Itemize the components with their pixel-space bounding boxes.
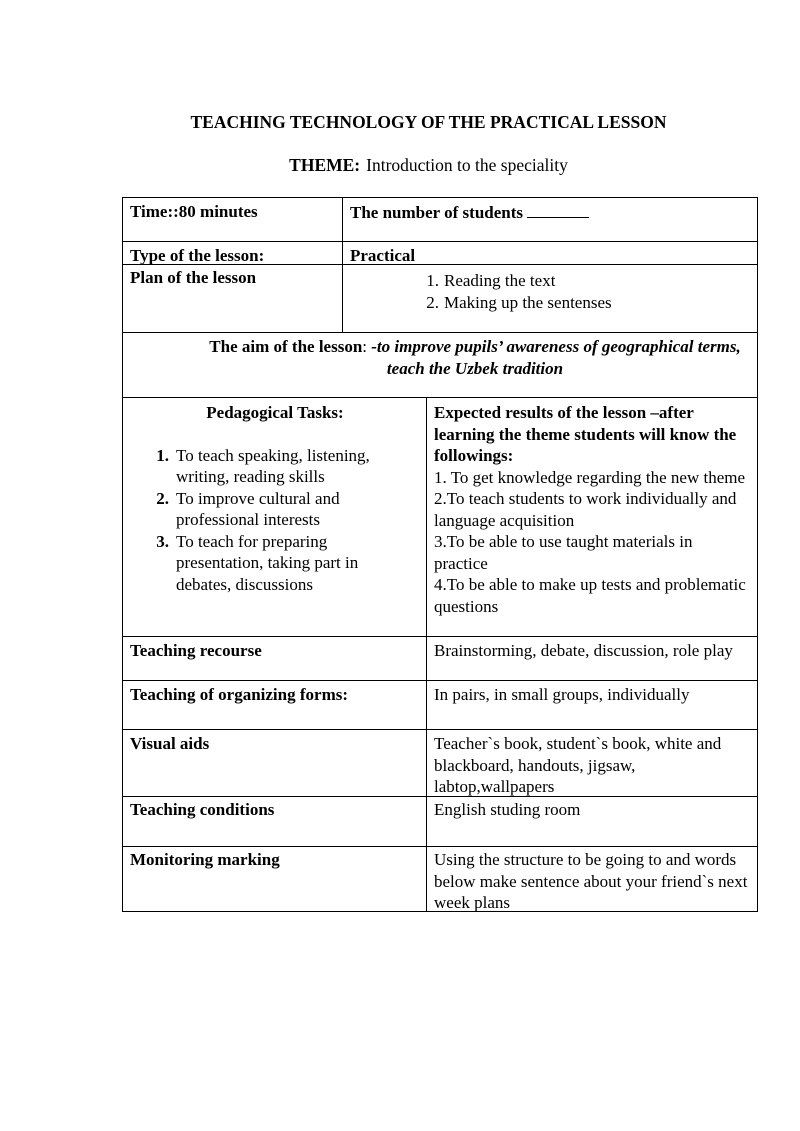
result-item: 1. To get knowledge regarding the new theme [434, 467, 746, 487]
result-item: 4.To be able to make up tests and problematic questions [434, 575, 746, 616]
students-blank [527, 201, 589, 218]
plan-item: 2. Making up the sentenses [426, 292, 612, 312]
task-item: 2. To improve cultural and professional interests [156, 488, 340, 529]
task-item: 3. To teach for preparing presentation, taking part in debates, discussions [156, 531, 359, 594]
aim-value: -to improve pupils’ awareness of geographical terms, teach the Uzbek tradition [371, 337, 741, 378]
row-label-recourse: Teaching recourse [130, 641, 262, 660]
results-title: Expected results of the lesson –after learning the theme students will know the followings: [434, 403, 737, 465]
students-label: The number of students [350, 203, 524, 222]
aim-label: The aim of the lesson [209, 337, 363, 356]
table-border-right [757, 197, 758, 912]
result-item: 2.To teach students to work individually and language acquisition [434, 489, 737, 530]
students-cell [343, 199, 757, 226]
row-value-monitoring: Using the structure to be going to and words below make sentence about your friend`s next week plans [434, 850, 748, 912]
type-value: Practical [350, 246, 416, 265]
table-rule [122, 729, 758, 730]
theme-line [0, 155, 800, 176]
task-item: 1. To teach speaking, listening, writing, reading skills [156, 445, 370, 486]
table-rule [122, 397, 758, 398]
table-rule [122, 680, 758, 681]
time-cell: Time::80 minutes [130, 202, 258, 221]
table-rule [122, 636, 758, 637]
theme-value: Introduction to the speciality [366, 155, 568, 175]
row-label-visual-aids: Visual aids [130, 734, 210, 753]
row-label-monitoring: Monitoring marking [130, 850, 280, 869]
tasks-title: Pedagogical Tasks: [206, 403, 344, 422]
table-rule [122, 332, 758, 333]
plan-label: Plan of the lesson [130, 268, 257, 287]
table-rule [122, 241, 758, 242]
row-value-recourse: Brainstorming, debate, discussion, role play [434, 641, 733, 660]
plan-item: 1. Reading the text [426, 271, 556, 290]
tasks-cell [123, 400, 426, 597]
result-item: 3.To be able to use taught materials in practice [434, 532, 693, 573]
row-value-forms: In pairs, in small groups, individually [434, 685, 690, 704]
aim-cell: The aim of the lesson: -to improve pupils’ awareness of geographical terms, teach the Uzbek tradition [209, 337, 741, 378]
row-value-visual-aids: Teacher`s book, student`s book, white and blackboard, handouts, jigsaw, labtop,wallpapers [434, 734, 722, 796]
type-label: Type of the lesson: [130, 246, 265, 265]
results-cell [427, 400, 757, 619]
row-value-conditions: English studing room [434, 800, 581, 819]
document-title: TEACHING TECHNOLOGY OF THE PRACTICAL LESSON [190, 112, 667, 132]
theme-label: THEME: [289, 155, 361, 175]
table-border-top [122, 197, 758, 198]
plan-cell [412, 268, 752, 315]
row-label-conditions: Teaching conditions [130, 800, 275, 819]
row-label-forms: Teaching of organizing forms: [130, 685, 349, 704]
